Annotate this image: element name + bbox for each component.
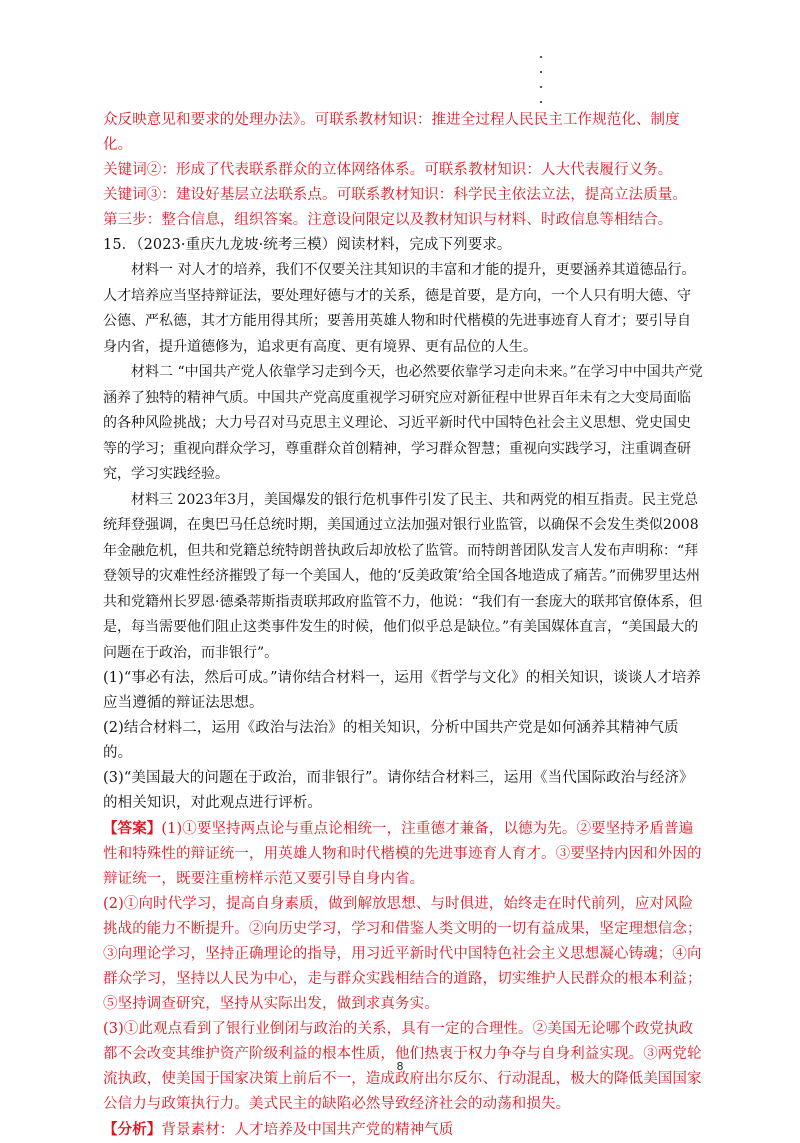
question-2: (2)结合材料二，运用《政治与法治》的相关知识，分析中国共产党是如何涵养其精神气质的。: [103, 720, 679, 761]
question-3: (3)“美国最大的问题在于政治，而非银行”。请你结合材料三，运用《当代国际政治与经济》的相关知识，对此观点进行评析。: [103, 770, 694, 811]
question-header: 15．（2023·重庆九龙坡·统考三模）阅读材料，完成下列要求。: [103, 237, 512, 253]
step-3-line: 第三步：整合信息，组织答案。注意设问限定以及教材知识与材料、时政信息等相结合。: [103, 212, 673, 228]
analysis-tag: 【分析】: [103, 1121, 162, 1138]
keyword-2-line: 关键词②：形成了代表联系群众的立体网络体系。可联系教材知识：人大代表履行义务。: [103, 162, 673, 178]
question-1: (1)“事必有法，然后可成。”请你结合材料一，运用《哲学与文化》的相关知识，谈谈人才培养应当遵循的辩证法思想。: [103, 670, 702, 711]
answer-tag: 【答案】: [103, 820, 162, 837]
answer-1-text: (1)①要坚持两点论与重点论相统一，注重德才兼备，以德为先。②要坚持矛盾普遍性和特殊性的辩证统一，用英雄人物和时代楷模的先进事迹育人育才。③要坚持内因和外因的辩证统一，既要注重榜样示范又要引导自身内省。: [103, 821, 702, 887]
page-number: 8: [396, 1060, 404, 1073]
decorative-dots: [540, 56, 546, 116]
analysis-line: [103, 1117, 703, 1143]
material-2: 材料二 “中国共产党人依靠学习走到今天，也必然要依靠学习走向未来。”在学习中中国共产党涵养了独特的精神气质。中国共产党高度重视学习研究应对新征程中世界百年未有之大变局面临的各种风险挑战；大力号召对马克思主义理论、习近平新时代中国特色社会主义思想、党史国史等的学习；重视向群众学习，尊重群众首创精神，学习群众智慧；重视向实践学习，注重调查研究，学习实践经验。: [103, 364, 703, 482]
answer-1: [103, 816, 703, 892]
answer-3: (3)①此观点看到了银行业倒闭与政治的关系，具有一定的合理性。②美国无论哪个政党执政都不会改变其维护资产阶级利益的根本性质，他们热衷于权力争夺与自身利益实现。③两党轮流执政，使美国于国家决策上前后不一，造成政府出尔反尔、行动混乱，极大的降低美国国家公信力与政策执行力。美式民主的缺陷必然导致经济社会的动荡和损失。: [103, 1021, 702, 1112]
material-1: 材料一 对人才的培养，我们不仅要关注其知识的丰富和才能的提升，更要涵养其道德品行。人才培养应当坚持辩证法，要处理好德与才的关系，德是首要，是方向，一个人只有明大德、守公德、严私德，其才方能用得其所；要善用英雄人物和时代楷模的先进事迹育人育才；要引导自身内省，提升道德修为，追求更有高度、更有境界、更有品位的人生。: [103, 262, 696, 355]
analysis-text: 背景素材：人才培养及中国共产党的精神气质: [161, 1122, 454, 1138]
keyword-3-line: 关键词③：建设好基层立法联系点。可联系教材知识：科学民主依法立法，提高立法质量。: [103, 187, 687, 203]
material-3: 材料三 2023年3月，美国爆发的银行危机事件引发了民主、共和两党的相互指责。民主党总统拜登强调，在奥巴马任总统时期，美国通过立法加强对银行业监管，以确保不会发生类似2008年金融危机，但共和党籍总统特朗普执政后却放松了监管。而特朗普团队发言人发布声明称：“拜登领导的灾难性经济摧毁了每一个美国人，他的‘反美政策’给全国各地造成了痛苦。”而佛罗里达州共和党籍州长罗恩·德桑蒂斯指责联邦政府监管不力，他说：“我们有一套庞大的联邦官僚体系，但是，每当需要他们阻止这类事件发生的时候，他们似乎总是缺位。”有美国媒体直言，“美国最大的问题在于政治，而非银行”。: [103, 491, 703, 661]
page-content: [103, 108, 703, 1143]
continuation-line: 众反映意见和要求的处理办法》。可联系教材知识：推进全过程人民民主工作规范化、制度化。: [103, 112, 680, 153]
answer-2: (2)①向时代学习，提高自身素质，做到解放思想、与时俱进，始终走在时代前列，应对风险挑战的能力不断提升。②向历史学习，学习和借鉴人类文明的一切有益成果，坚定理想信念；③向理论学习，坚持正确理论的指导，用习近平新时代中国特色社会主义思想凝心铸魂；④向群众学习，坚持以人民为中心，走与群众实践相结合的道路，切实维护人民群众的根本利益；⑤坚持调查研究，坚持从实际出发，做到求真务实。: [103, 896, 702, 1012]
